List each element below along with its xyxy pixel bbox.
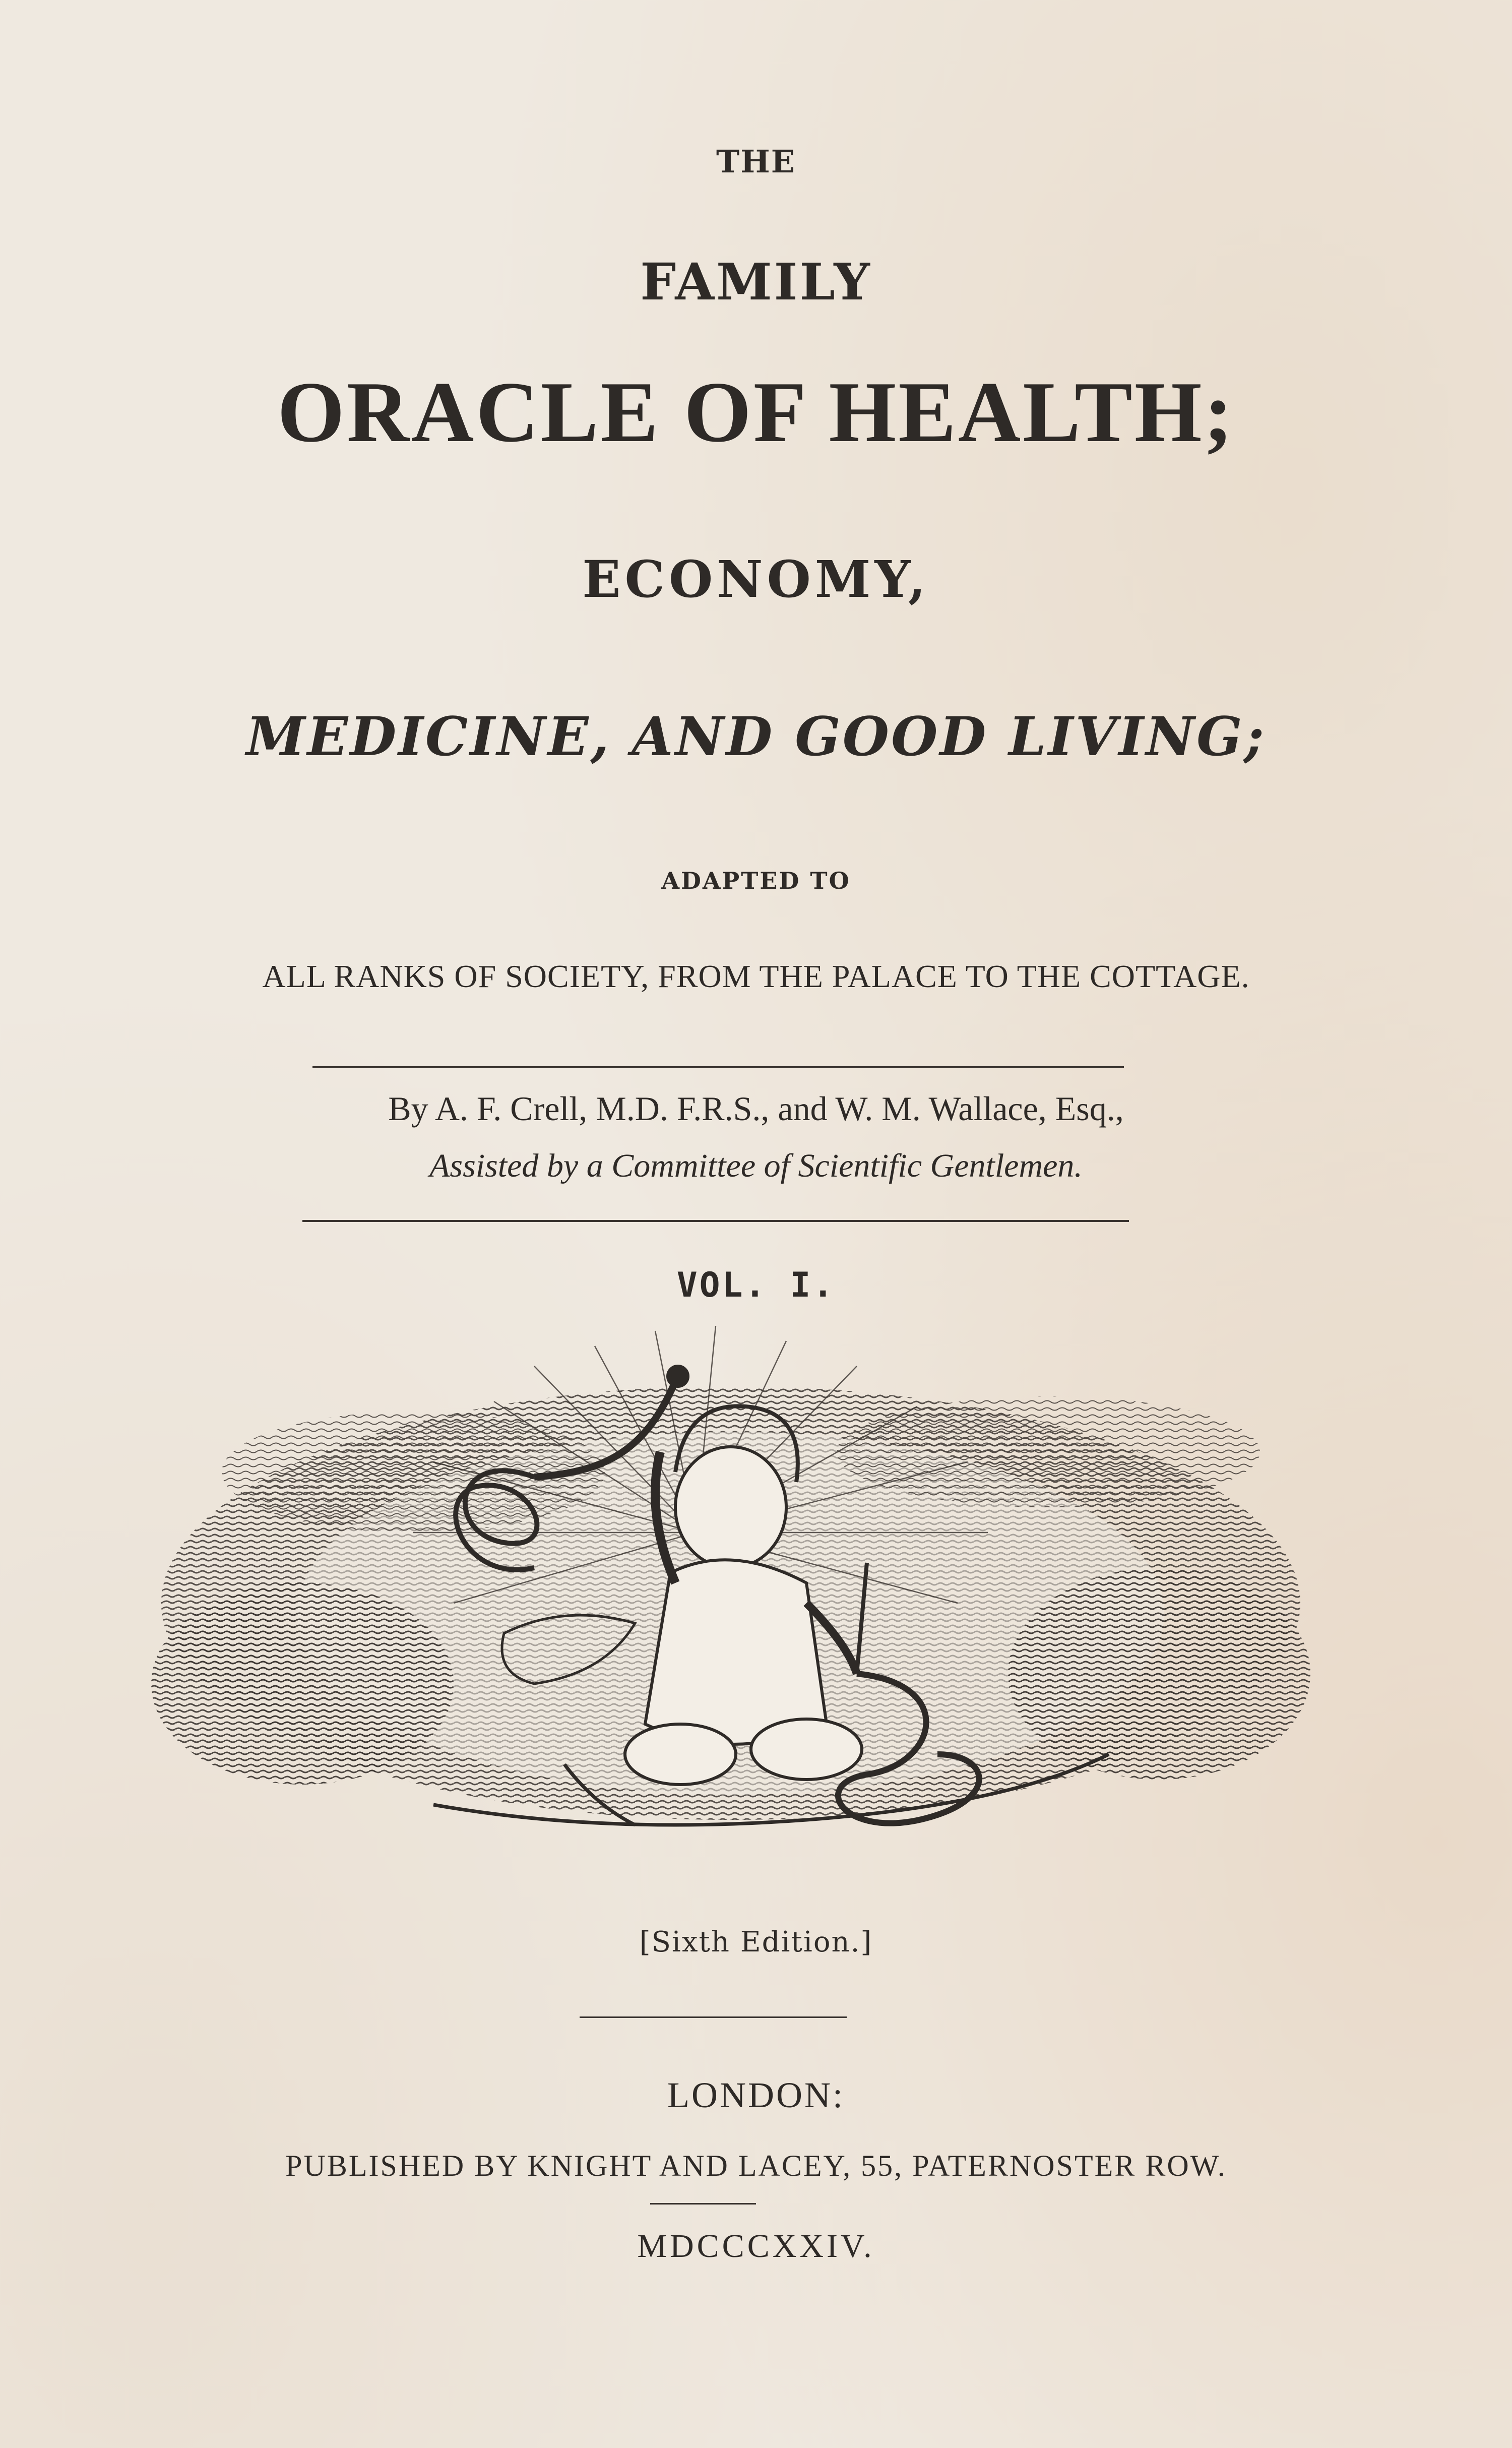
main-title: ORACLE OF HEALTH;	[277, 364, 1235, 460]
imprint-year: MDCCCXXIV.	[637, 2228, 875, 2265]
edition-note: [Sixth Edition.]	[639, 1926, 873, 1959]
authors-line: By A. F. Crell, M.D. F.R.S., and W. M. Wallace, Esq.,	[388, 1089, 1124, 1128]
title-the: THE	[716, 143, 796, 180]
assisted-line: Assisted by a Committee of Scientific Gentlemen.	[429, 1147, 1083, 1184]
volume-number: VOL. I.	[676, 1265, 836, 1305]
divider-rule	[312, 1066, 1124, 1068]
adapted-to: ADAPTED TO	[661, 867, 851, 894]
subtitle-economy: ECONOMY,	[582, 549, 930, 609]
divider-rule	[302, 1220, 1129, 1222]
audience-line: ALL RANKS OF SOCIETY, FROM THE PALACE TO THE COTTAGE.	[262, 958, 1250, 994]
divider-rule	[650, 2203, 756, 2205]
title-family: FAMILY	[640, 252, 872, 312]
subtitle-medicine: MEDICINE, AND GOOD LIVING;	[246, 705, 1266, 768]
imprint-publisher: PUBLISHED BY KNIGHT AND LACEY, 55, PATERNOSTER ROW.	[285, 2149, 1227, 2182]
imprint-city: LONDON:	[667, 2075, 845, 2115]
divider-rule	[580, 2016, 847, 2018]
engraved-vignette	[151, 1321, 1310, 1890]
